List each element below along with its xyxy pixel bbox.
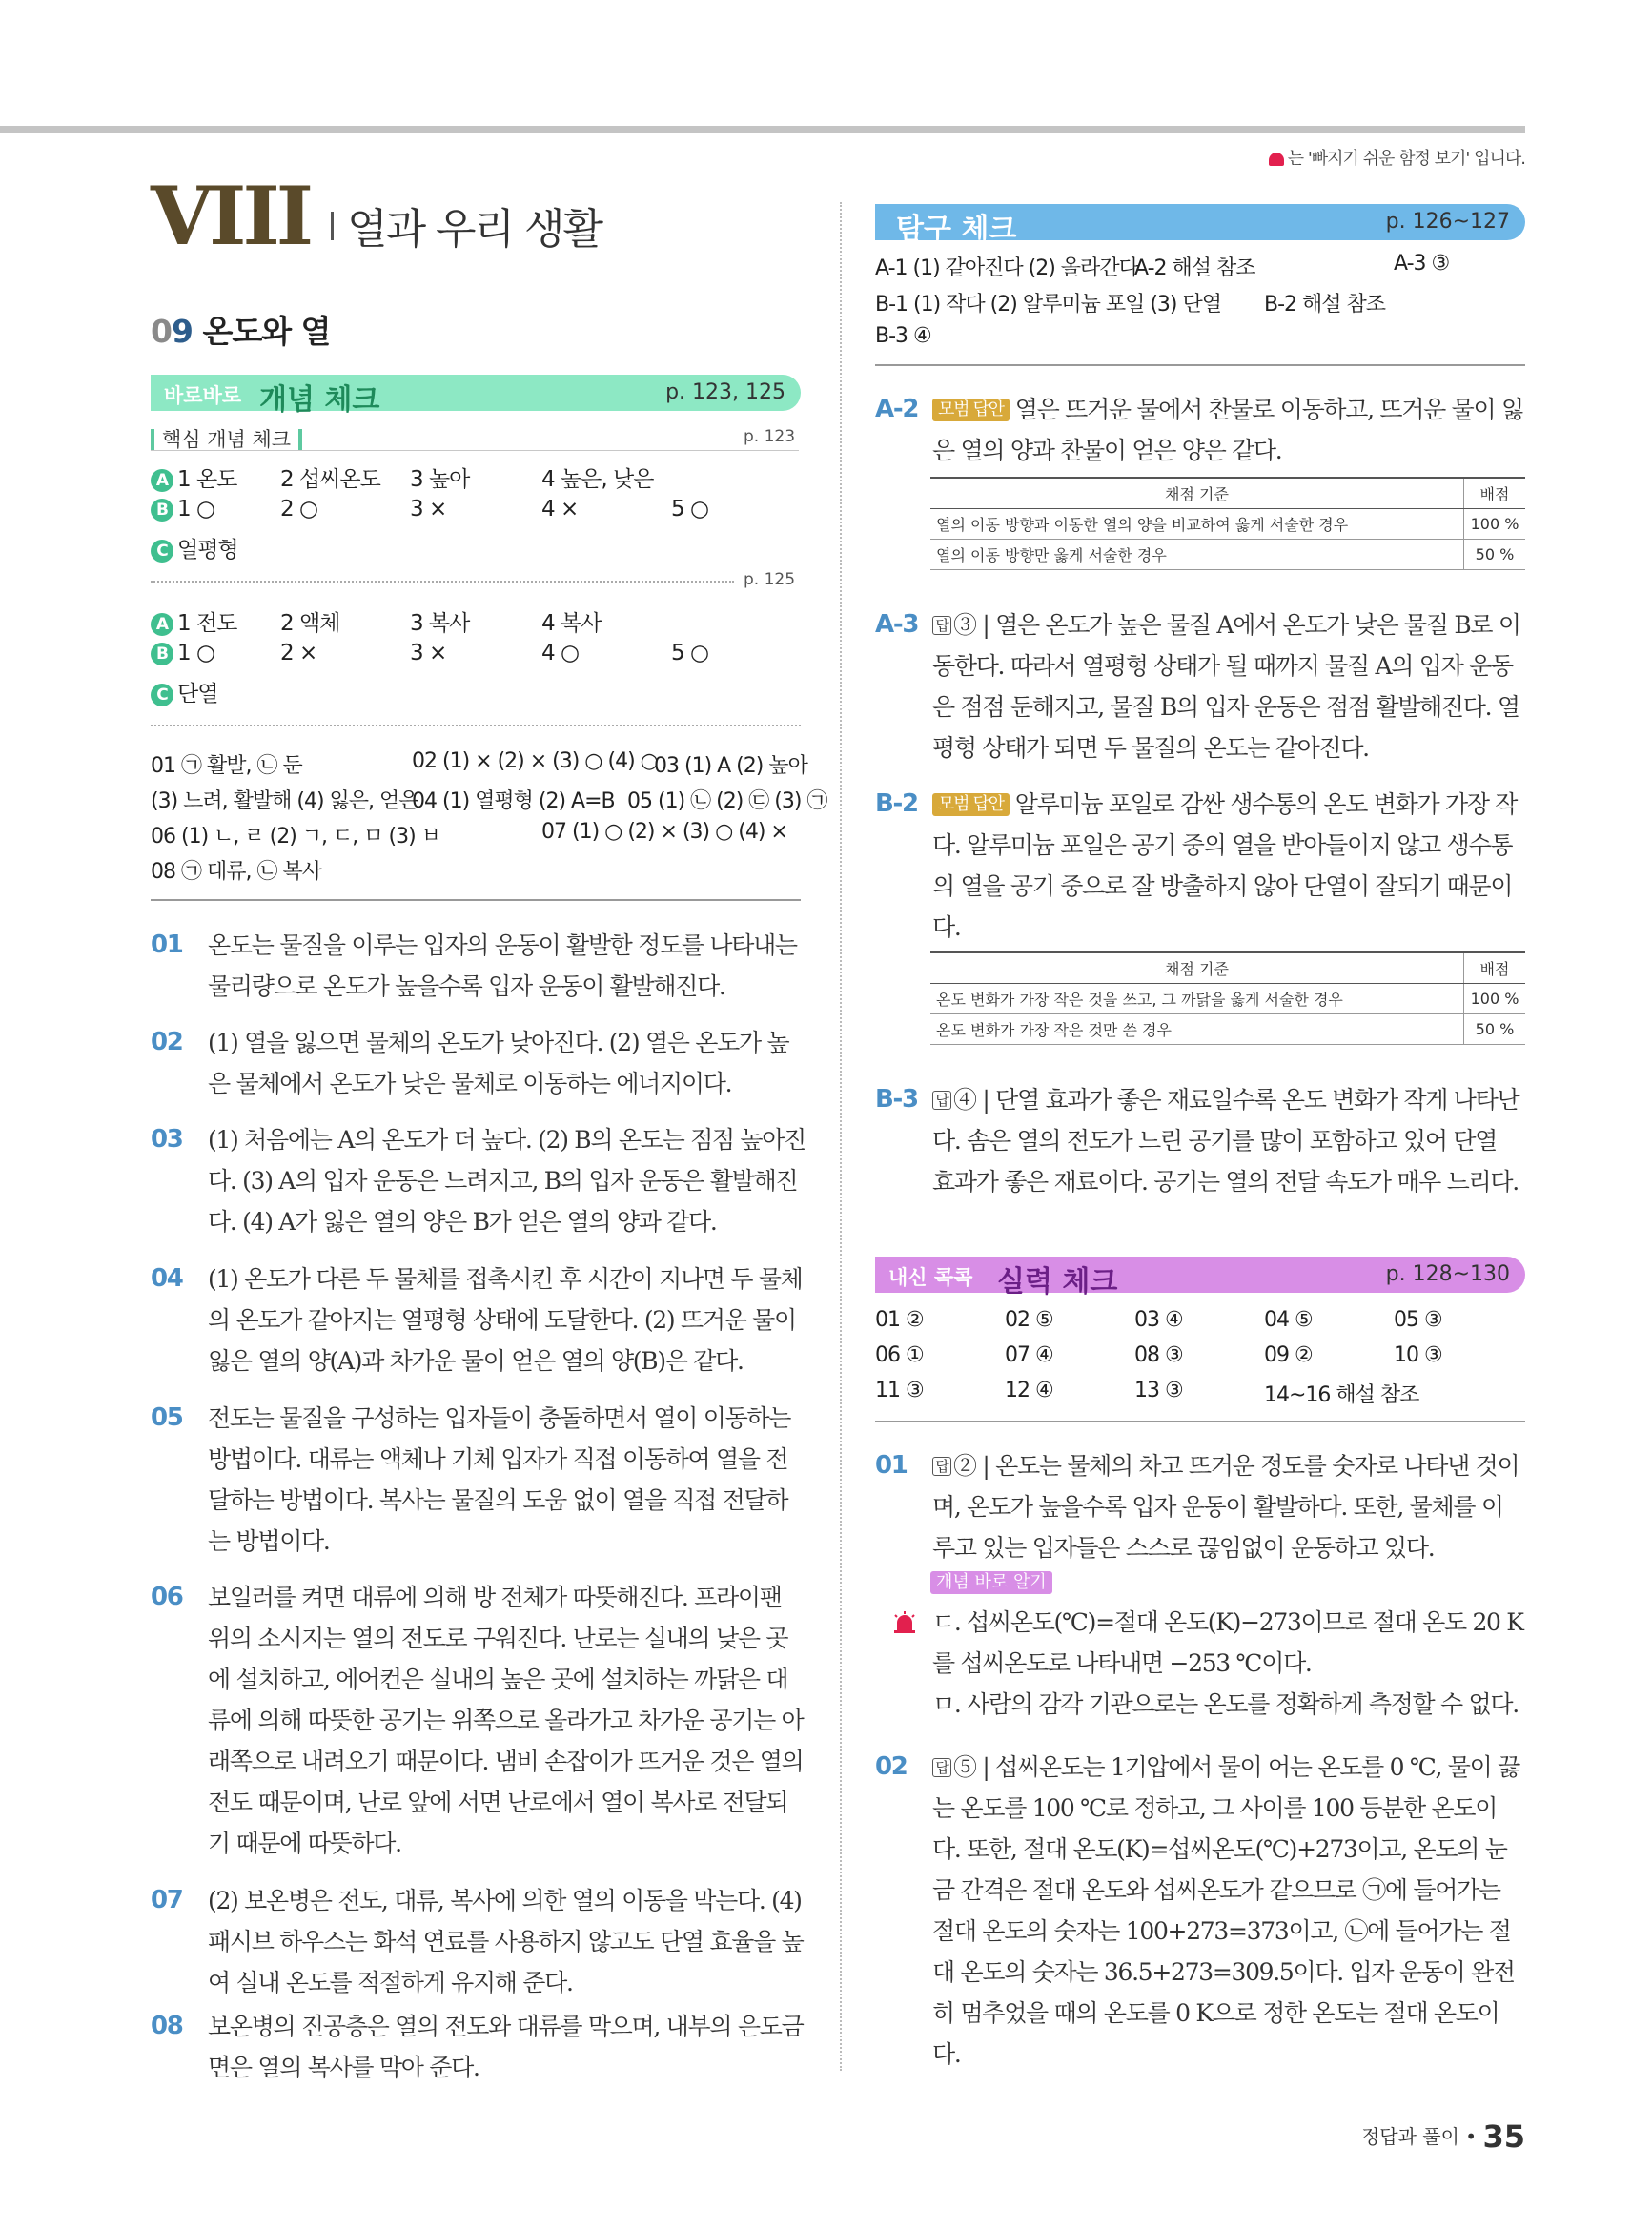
quick-answer: 04 (1) 열평형 (2) A=B: [412, 789, 615, 813]
quick-answer: (3) 느려, 활발해 (4) 잃은, 얻은: [151, 789, 418, 813]
quick-answer: 07 (1) ○ (2) × (3) ○ (4) ×: [541, 820, 787, 844]
explanation-a3: A-3 답 ③ | 열은 온도가 높은 물질 A에서 온도가 낮은 물질 B로 이동한다. 따라서 열평형 상태가 될 때까지 물질 A의 입자 운동은 점점 둔해지고, 물질 B의 입자 운동은 점점 활발해진다. 열평형 상태가 되면 두 물질의 온도는 같아진다.: [875, 610, 1520, 762]
skill-answer: 06 ①: [875, 1343, 924, 1367]
set1-row-b: B 1 ○ 2 ○ 3 × 4 × 5 ○: [151, 497, 799, 525]
explanation-item: 02 (1) 열을 잃으면 물체의 온도가 낮아진다. (2) 열은 온도가 높은 물체에서 온도가 낮은 물체로 이동하는 에너지이다.: [151, 1028, 789, 1097]
explanation-item: 06 보일러를 켜면 대류에 의해 방 전체가 따뜻해진다. 프라이팬 위의 소시지는 열의 전도로 구워진다. 난로는 실내의 낮은 곳에 설치하고, 에어컨은 실내의 높은 곳에 설치하는 까닭은 대류에 의해 따뜻한 공기는 위쪽으로 올라가고 차가운 공기는 아래쪽으로 내려오기 때문이다. 냄비 손잡이가 뜨거운 것은 열의 전도 때문이며, 난로 앞에 서면 난로에서 열이 복사로 전달되기 때문에 따뜻하다.: [151, 1583, 804, 1857]
chapter-title: 열과 우리 생활: [347, 205, 602, 254]
explanation-b3: B-3 답 ④ | 단열 효과가 좋은 재료일수록 온도 변화가 작게 나타난다. 솜은 열의 전도가 느린 공기를 많이 포함하고 있어 단열 효과가 좋은 재료이다. 공기는 열의 전달 속도가 매우 느리다.: [875, 1085, 1519, 1196]
explore-answer: A-2 해설 참조: [1134, 256, 1255, 280]
quick-answer: 05 (1) ㉡ (2) ㉢ (3) ㉠: [627, 789, 827, 813]
explore-answer: A-3 ③: [1394, 252, 1450, 276]
explore-check-band: 탐구 체크 p. 126~127: [875, 204, 1525, 240]
header-note: 는 '빠지기 쉬운 함정 보기' 입니다.: [1269, 145, 1525, 170]
section-title: 09 온도와 열: [151, 313, 331, 350]
page-ref-123: p. 123: [744, 427, 796, 446]
quick-answer: 02 (1) × (2) × (3) ○ (4) ○: [412, 749, 658, 773]
explanation-b2: B-2 모범 답안 알루미늄 포일로 감싼 생수통의 온도 변화가 가장 작다. 알루미늄 포일은 공기 중의 열을 받아들이지 않고 생수통의 열을 공기 중으로 잘 방출하지 않아 단열이 잘되기 때문이다.: [875, 789, 1518, 941]
skill-answer: 07 ④: [1005, 1343, 1053, 1367]
skill-answer: 02 ⑤: [1005, 1308, 1053, 1332]
skill-answer: 03 ④: [1134, 1308, 1183, 1332]
skill-answer: 11 ③: [875, 1379, 924, 1402]
skill-check-band: 내신 콕콕 실력 체크 p. 128~130: [875, 1257, 1525, 1293]
explanation-item: 05 전도는 물질을 구성하는 입자들이 충돌하면서 열이 이동하는 방법이다. 대류는 액체나 기체 입자가 직접 이동하여 열을 전달하는 방법이다. 복사는 물질의 도움 없이 열을 직접 전달하는 방법이다.: [151, 1403, 791, 1555]
explore-answer: A-1 (1) 같아진다 (2) 올라간다: [875, 256, 1138, 280]
column-divider: [840, 202, 842, 2071]
explanation-r01: 01 답 ② | 온도는 물체의 차고 뜨거운 정도를 숫자로 나타낸 것이며, 온도가 높을수록 입자 운동이 활발하다. 또한, 물체를 이루고 있는 입자들은 스스로 끊임없이 운동하고 있다.: [875, 1451, 1519, 1562]
siren-icon: [1269, 153, 1284, 166]
explore-answer: B-2 해설 참조: [1264, 293, 1386, 317]
tip-label: 개념 바로 알기: [930, 1571, 1052, 1594]
page-footer: 정답과 풀이 • 35: [1360, 2118, 1525, 2155]
quick-answer: 01 ㉠ 활발, ㉡ 둔: [151, 754, 302, 778]
set2-row-b: B 1 ○ 2 × 3 × 4 ○ 5 ○: [151, 641, 799, 669]
scoring-table-1: 채점 기준 배점 열의 이동 방향과 이동한 열의 양을 비교하여 옳게 서술한 경우 100 % 열의 이동 방향만 옳게 서술한 경우 50 %: [930, 477, 1525, 570]
skill-answer: 14~16 해설 참조: [1264, 1383, 1419, 1407]
skill-answer: 01 ②: [875, 1308, 924, 1332]
page-number: 35: [1482, 2118, 1525, 2155]
set2-row-a: A 1 전도 2 액체 3 복사 4 복사: [151, 605, 799, 634]
set1-row-a: A 1 온도 2 섭씨온도 3 높아 4 높은, 낮은: [151, 461, 799, 490]
skill-answer: 12 ④: [1005, 1379, 1053, 1402]
explanation-item: 04 (1) 온도가 다른 두 물체를 접촉시킨 후 시간이 지나면 두 물체의 온도가 같아지는 열평형 상태에 도달한다. (2) 뜨거운 물이 잃은 열의 양(A)과 차가운 물이 얻은 열의 양(B)은 같다.: [151, 1264, 803, 1375]
quick-answer: 03 (1) A (2) 높아: [654, 754, 807, 778]
explanation-item: 07 (2) 보온병은 전도, 대류, 복사에 의한 열의 이동을 막는다. (4) 패시브 하우스는 화석 연료를 사용하지 않고도 단열 효율을 높여 실내 온도를 적절하게 유지해 준다.: [151, 1886, 804, 1996]
core-concept-label: 핵심 개념 체크: [151, 424, 302, 453]
quick-answer: 08 ㉠ 대류, ㉡ 복사: [151, 860, 321, 884]
explanation-item: 01 온도는 물질을 이루는 입자의 운동이 활발한 정도를 나타내는 물리량으로 온도가 높을수록 입자 운동이 활발해진다.: [151, 931, 797, 1000]
set2-row-c: C 단열: [151, 676, 799, 705]
page-ref-125: p. 125: [744, 570, 796, 589]
top-rule: [0, 126, 1525, 133]
skill-answer: 08 ③: [1134, 1343, 1183, 1367]
explanation-r02: 02 답 ⑤ | 섭씨온도는 1기압에서 물이 어는 온도를 0 ℃, 물이 끓는 온도를 100 ℃로 정하고, 그 사이를 100 등분한 온도이다. 또한, 절대 온도(K)=섭씨온도(℃)+273이고, 온도의 눈금 간격은 절대 온도와 섭씨온도가 같으므로 ㉠에 들어가는 절대 온도의 숫자는 100+273=373이고, ㉡에 들어가는 절대 온도의 숫자는 36.5+273=309.5이다. 입자 운동이 완전히 멈추었을 때의 온도를 0 K으로 정한 온도는 절대 온도이다.: [875, 1752, 1519, 2068]
explore-answer: B-1 (1) 작다 (2) 알루미늄 포일 (3) 단열: [875, 293, 1221, 317]
scoring-table-2: 채점 기준 배점 온도 변화가 가장 작은 것을 쓰고, 그 까닭을 옳게 서술한 경우 100 % 온도 변화가 가장 작은 것만 쓴 경우 50 %: [930, 951, 1525, 1045]
skill-answer: 09 ②: [1264, 1343, 1313, 1367]
chapter-number: VIII: [151, 169, 311, 263]
chapter-heading: [151, 169, 602, 263]
explanation-item: 08 보온병의 진공층은 열의 전도와 대류를 막으며, 내부의 은도금 면은 열의 복사를 막아 준다.: [151, 2012, 804, 2081]
skill-answer: 13 ③: [1134, 1379, 1183, 1402]
skill-answer: 04 ⑤: [1264, 1308, 1313, 1332]
set1-row-c: C 열평형: [151, 532, 799, 561]
skill-answer: 05 ③: [1394, 1308, 1442, 1332]
explanation-item: 03 (1) 처음에는 A의 온도가 더 높다. (2) B의 온도는 점점 높아진다. (3) A의 입자 운동은 느려지고, B의 입자 운동은 활발해진다. (4) A가 잃은 열의 양은 B가 얻은 열의 양과 같다.: [151, 1125, 806, 1236]
skill-answer: 10 ③: [1394, 1343, 1442, 1367]
concept-check-band: 바로바로 개념 체크 p. 123, 125: [151, 375, 801, 411]
explanation-a2: A-2 모범 답안 열은 뜨거운 물에서 찬물로 이동하고, 뜨거운 물이 잃은 열의 양과 찬물이 얻은 양은 같다.: [875, 395, 1523, 464]
quick-answer: 06 (1) ㄴ, ㄹ (2) ㄱ, ㄷ, ㅁ (3) ㅂ: [151, 825, 440, 849]
explore-answer: B-3 ④: [875, 324, 931, 348]
tip-content: ㄷ. 섭씨온도(℃)=절대 온도(K)−273이므로 절대 온도 20 K를 섭씨온도로 나타내면 −253 ℃이다. ㅁ. 사람의 감각 기관으로는 온도를 정확하게 측정할 수 없다.: [932, 1608, 1523, 1718]
